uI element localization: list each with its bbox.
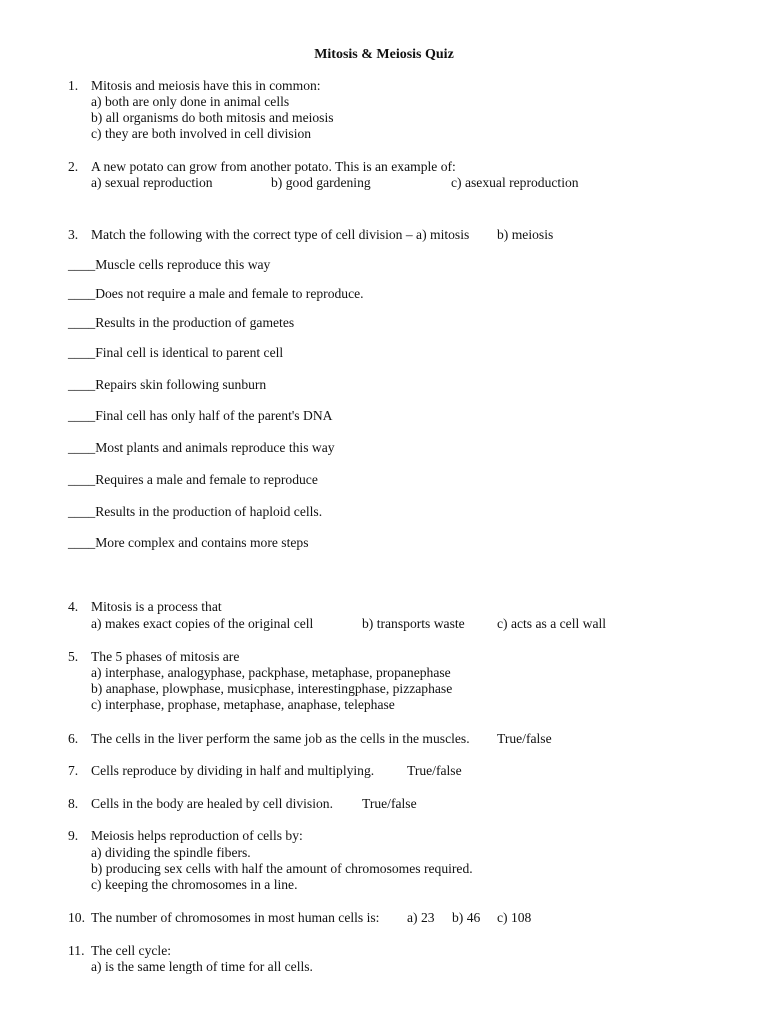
page-title: Mitosis & Meiosis Quiz bbox=[314, 47, 454, 62]
question-4-option-a: a) makes exact copies of the original cell bbox=[91, 616, 314, 631]
question-5-option-c: c) interphase, prophase, metaphase, anaphase, telephase bbox=[91, 697, 395, 712]
question-number-9: 9. bbox=[68, 828, 79, 843]
question-2-text: A new potato can grow from another potato. This is an example of: bbox=[91, 159, 456, 174]
question-9-option-b: b) producing sex cells with half the amount of chromosomes required. bbox=[91, 861, 473, 876]
question-5-option-a: a) interphase, analogyphase, packphase, metaphase, propanephase bbox=[91, 665, 451, 680]
question-number-8: 8. bbox=[68, 796, 79, 811]
question-5-text: The 5 phases of mitosis are bbox=[91, 649, 240, 664]
question-5-option-b: b) anaphase, plowphase, musicphase, interestingphase, pizzaphase bbox=[91, 681, 453, 696]
matching-item: ____Muscle cells reproduce this way bbox=[68, 257, 271, 272]
question-10-option-c: c) 108 bbox=[497, 910, 532, 925]
question-number-10: 10. bbox=[68, 910, 85, 925]
matching-item: ____Final cell is identical to parent cell bbox=[68, 345, 284, 360]
question-10-option-b: b) 46 bbox=[452, 910, 481, 925]
question-8-text: Cells in the body are healed by cell division. bbox=[91, 796, 333, 811]
question-number-11: 11. bbox=[68, 943, 85, 958]
question-7-answer: True/false bbox=[407, 763, 462, 778]
matching-item: ____Does not require a male and female to reproduce. bbox=[68, 286, 364, 301]
question-number-5: 5. bbox=[68, 649, 79, 664]
question-3-text: Match the following with the correct type of cell division – a) mitosis bbox=[91, 227, 470, 242]
question-1-option-a: a) both are only done in animal cells bbox=[91, 94, 290, 109]
question-number-3: 3. bbox=[68, 227, 79, 242]
question-number-1: 1. bbox=[68, 78, 79, 93]
question-3-option-b: b) meiosis bbox=[497, 227, 554, 242]
question-2-option-a: a) sexual reproduction bbox=[91, 175, 213, 190]
question-number-6: 6. bbox=[68, 731, 79, 746]
question-11-text: The cell cycle: bbox=[91, 943, 172, 958]
question-6-text: The cells in the liver perform the same job as the cells in the muscles. bbox=[91, 731, 470, 746]
question-1-text: Mitosis and meiosis have this in common: bbox=[91, 78, 321, 93]
question-9-text: Meiosis helps reproduction of cells by: bbox=[91, 828, 303, 843]
matching-item: ____Requires a male and female to reproduce bbox=[68, 472, 318, 487]
matching-item: ____Results in the production of haploid cells. bbox=[68, 504, 323, 519]
question-4-text: Mitosis is a process that bbox=[91, 599, 222, 614]
question-1-option-b: b) all organisms do both mitosis and meiosis bbox=[91, 110, 334, 125]
question-2-option-b: b) good gardening bbox=[271, 175, 371, 190]
question-number-7: 7. bbox=[68, 763, 79, 778]
question-7-text: Cells reproduce by dividing in half and multiplying. bbox=[91, 763, 375, 778]
question-2-option-c: c) asexual reproduction bbox=[451, 175, 579, 190]
matching-item: ____Results in the production of gametes bbox=[68, 315, 295, 330]
matching-item: ____More complex and contains more steps bbox=[68, 535, 309, 550]
question-4-option-c: c) acts as a cell wall bbox=[497, 616, 607, 631]
question-9-option-c: c) keeping the chromosomes in a line. bbox=[91, 877, 298, 892]
matching-item: ____Most plants and animals reproduce this way bbox=[68, 440, 335, 455]
question-11-option-a: a) is the same length of time for all cells. bbox=[91, 959, 313, 974]
question-1-option-c: c) they are both involved in cell division bbox=[91, 126, 312, 141]
question-10-text: The number of chromosomes in most human cells is: bbox=[91, 910, 380, 925]
question-number-2: 2. bbox=[68, 159, 79, 174]
matching-item: ____Repairs skin following sunburn bbox=[68, 377, 267, 392]
question-number-4: 4. bbox=[68, 599, 79, 614]
question-6-answer: True/false bbox=[497, 731, 552, 746]
matching-item: ____Final cell has only half of the parent's DNA bbox=[68, 408, 333, 423]
question-4-option-b: b) transports waste bbox=[362, 616, 465, 631]
question-10-option-a: a) 23 bbox=[407, 910, 435, 925]
question-8-answer: True/false bbox=[362, 796, 417, 811]
question-9-option-a: a) dividing the spindle fibers. bbox=[91, 845, 251, 860]
